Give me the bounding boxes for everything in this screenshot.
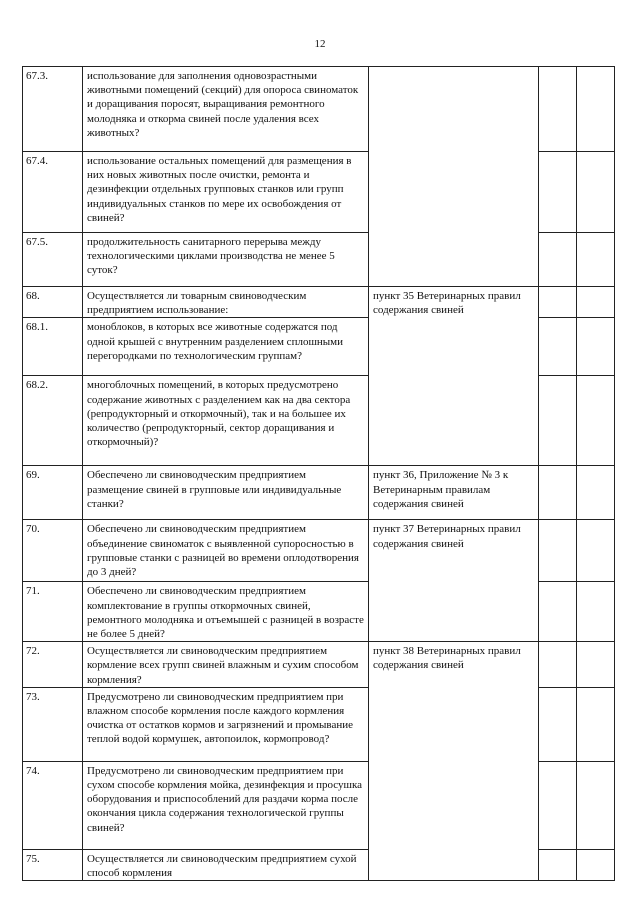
row-number: 67.4.: [23, 152, 83, 233]
answer-cell[interactable]: [539, 287, 577, 318]
row-number: 73.: [23, 687, 83, 761]
row-reference: пункт 36, Приложение № 3 к Ветеринарным правилам содержания свиней: [369, 466, 539, 520]
row-question: Осуществляется ли товарным свиноводческим предприятием использование:: [83, 287, 369, 318]
note-cell[interactable]: [577, 849, 615, 880]
row-reference: пункт 37 Ветеринарных правил содержания свиней: [369, 520, 539, 642]
note-cell[interactable]: [577, 642, 615, 688]
note-cell[interactable]: [577, 520, 615, 582]
note-cell[interactable]: [577, 376, 615, 466]
note-cell[interactable]: [577, 233, 615, 287]
row-question: моноблоков, в которых все животные содержатся под одной крышей с внутренним разделением сплошными перегородками по технологическим группам?: [83, 318, 369, 376]
note-cell[interactable]: [577, 687, 615, 761]
row-question: Обеспечено ли свиноводческим предприятием объединение свиноматок с выявленной супоросностью в групповые станки с разницей во времени оплодотворения до 3 дней?: [83, 520, 369, 582]
table-row: [23, 466, 615, 520]
note-cell[interactable]: [577, 466, 615, 520]
page-number: 12: [314, 38, 326, 50]
table-row: [23, 67, 615, 152]
answer-cell[interactable]: [539, 849, 577, 880]
row-question: многоблочных помещений, в которых предусмотрено содержание животных с разделением как на два сектора (репродукторный и откормочный), так и на большее их количество (репродукторный, сектор доращивания и откормочный)?: [83, 376, 369, 466]
note-cell[interactable]: [577, 318, 615, 376]
row-number: 68.1.: [23, 318, 83, 376]
answer-cell[interactable]: [539, 761, 577, 849]
answer-cell[interactable]: [539, 376, 577, 466]
row-question: Обеспечено ли свиноводческим предприятием размещение свиней в групповые или индивидуальные станки?: [83, 466, 369, 520]
row-number: 67.3.: [23, 67, 83, 152]
row-question: Предусмотрено ли свиноводческим предприятием при сухом способе кормления мойка, дезинфекция и просушка оборудования и приспособлений для раздачи корма после окончания цикла содержания технологической группы свиней?: [83, 761, 369, 849]
row-question: использование для заполнения одновозрастными животными помещений (секций) для опороса свиноматок и доращивания поросят, выращивания ремонтного молодняка и откорма свиней после удаления всех животных?: [83, 67, 369, 152]
table-row: [23, 287, 615, 318]
note-cell[interactable]: [577, 582, 615, 642]
note-cell[interactable]: [577, 152, 615, 233]
row-number: 70.: [23, 520, 83, 582]
checklist-table-wrapper: [22, 66, 614, 881]
answer-cell[interactable]: [539, 152, 577, 233]
row-reference: пункт 38 Ветеринарных правил содержания свиней: [369, 642, 539, 881]
answer-cell[interactable]: [539, 642, 577, 688]
row-number: 68.2.: [23, 376, 83, 466]
row-question: Обеспечено ли свиноводческим предприятием комплектование в группы откормочных свиней, ремонтного молодняка и отъемышей с разницей в возрасте не более 5 дней?: [83, 582, 369, 642]
row-number: 69.: [23, 466, 83, 520]
answer-cell[interactable]: [539, 67, 577, 152]
answer-cell[interactable]: [539, 233, 577, 287]
row-reference: [369, 67, 539, 287]
answer-cell[interactable]: [539, 582, 577, 642]
note-cell[interactable]: [577, 67, 615, 152]
note-cell[interactable]: [577, 761, 615, 849]
row-number: 75.: [23, 849, 83, 880]
table-row: [23, 642, 615, 688]
row-question: продолжительность санитарного перерыва между технологическими циклами производства не менее 5 суток?: [83, 233, 369, 287]
answer-cell[interactable]: [539, 520, 577, 582]
row-number: 67.5.: [23, 233, 83, 287]
row-number: 71.: [23, 582, 83, 642]
row-question: использование остальных помещений для размещения в них новых животных после очистки, ремонта и дезинфекции отдельных групповых станков или групп индивидуальных станков по мере их освобождения от свиней?: [83, 152, 369, 233]
row-question: Осуществляется ли свиноводческим предприятием кормление всех групп свиней влажным и сухим способом кормления?: [83, 642, 369, 688]
row-reference: пункт 35 Ветеринарных правил содержания свиней: [369, 287, 539, 466]
answer-cell[interactable]: [539, 318, 577, 376]
row-question: Осуществляется ли свиноводческим предприятием сухой способ кормления: [83, 849, 369, 880]
row-question: Предусмотрено ли свиноводческим предприятием при влажном способе кормления после каждого кормления очистка от остатков кормов и загрязнений и промывание теплой водой кормушек, автопоилок, кормопровод?: [83, 687, 369, 761]
checklist-table: [22, 66, 615, 881]
answer-cell[interactable]: [539, 466, 577, 520]
row-number: 74.: [23, 761, 83, 849]
answer-cell[interactable]: [539, 687, 577, 761]
note-cell[interactable]: [577, 287, 615, 318]
row-number: 68.: [23, 287, 83, 318]
table-row: [23, 520, 615, 582]
row-number: 72.: [23, 642, 83, 688]
